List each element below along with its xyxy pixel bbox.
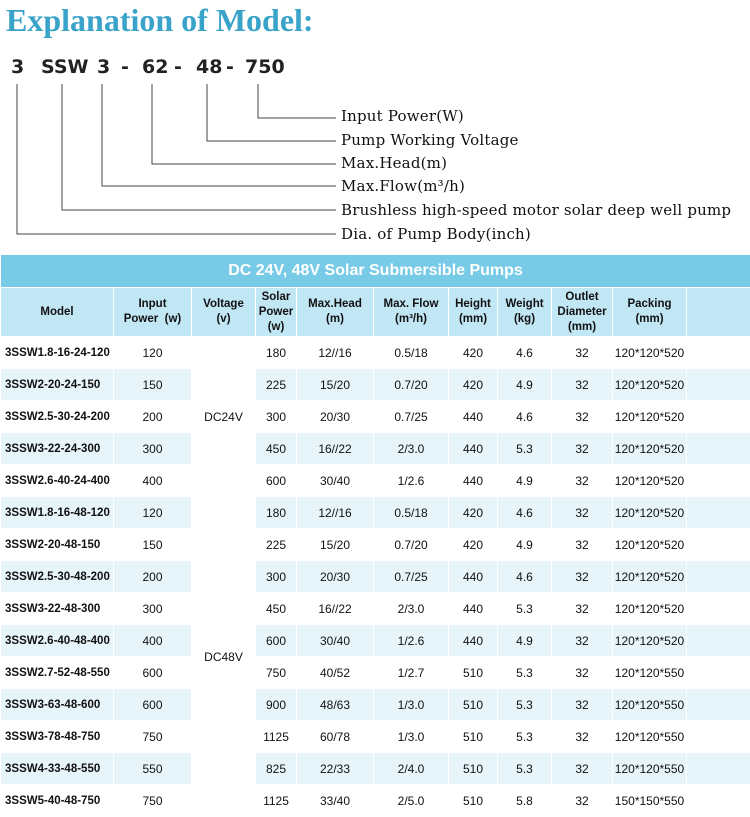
- cell-input-power: 200: [114, 401, 192, 433]
- cell-model: 3SSW2.5-30-48-200: [1, 561, 114, 593]
- explanation-voltage: Pump Working Voltage: [341, 131, 519, 149]
- col-solar-power: Solar Power (w): [256, 288, 297, 337]
- table-row: [1, 657, 750, 689]
- cell-spacer: [687, 625, 750, 657]
- cell-max-head: 12//16: [297, 497, 374, 529]
- cell-outlet-diameter: 32: [552, 561, 613, 593]
- cell-max-head: 12//16: [297, 337, 374, 369]
- cell-spacer: [687, 433, 750, 465]
- cell-outlet-diameter: 32: [552, 337, 613, 369]
- cell-weight: 4.9: [498, 625, 552, 657]
- cell-input-power: 300: [114, 433, 192, 465]
- cell-packing: 120*120*520: [613, 337, 687, 369]
- cell-packing: 120*120*520: [613, 497, 687, 529]
- cell-solar-power: 180: [256, 497, 297, 529]
- table-row: [1, 369, 750, 401]
- table-row: [1, 785, 750, 817]
- cell-input-power: 600: [114, 689, 192, 721]
- cell-max-flow: 0.7/25: [374, 561, 449, 593]
- cell-max-head: 15/20: [297, 369, 374, 401]
- cell-height: 420: [449, 529, 498, 561]
- cell-max-flow: 0.5/18: [374, 497, 449, 529]
- cell-solar-power: 225: [256, 529, 297, 561]
- cell-outlet-diameter: 32: [552, 529, 613, 561]
- cell-spacer: [687, 689, 750, 721]
- code-dash: -: [121, 56, 129, 78]
- table-row: [1, 529, 750, 561]
- cell-packing: 150*150*550: [613, 785, 687, 817]
- connector-head: [152, 84, 336, 164]
- cell-voltage-group: DC24V: [192, 337, 256, 497]
- cell-solar-power: 600: [256, 625, 297, 657]
- cell-spacer: [687, 369, 750, 401]
- cell-spacer: [687, 721, 750, 753]
- cell-max-flow: 1/2.6: [374, 625, 449, 657]
- cell-packing: 120*120*520: [613, 561, 687, 593]
- cell-weight: 5.3: [498, 433, 552, 465]
- table-row: [1, 337, 750, 369]
- cell-solar-power: 825: [256, 753, 297, 785]
- explanation-max-head: Max.Head(m): [341, 154, 448, 172]
- table-row: [1, 593, 750, 625]
- cell-weight: 4.9: [498, 529, 552, 561]
- cell-model: 3SSW3-22-48-300: [1, 593, 114, 625]
- cell-outlet-diameter: 32: [552, 433, 613, 465]
- cell-max-head: 30/40: [297, 625, 374, 657]
- cell-model: 3SSW1.8-16-48-120: [1, 497, 114, 529]
- connector-flow: [102, 84, 336, 186]
- cell-packing: 120*120*520: [613, 433, 687, 465]
- cell-max-flow: 1/3.0: [374, 721, 449, 753]
- cell-height: 440: [449, 433, 498, 465]
- cell-solar-power: 750: [256, 657, 297, 689]
- cell-packing: 120*120*520: [613, 593, 687, 625]
- cell-model: 3SSW2.5-30-24-200: [1, 401, 114, 433]
- cell-model: 3SSW2.6-40-48-400: [1, 625, 114, 657]
- cell-model: 3SSW3-22-24-300: [1, 433, 114, 465]
- code-flow: 3: [97, 56, 111, 78]
- connector-power: [258, 84, 336, 118]
- cell-max-flow: 0.5/18: [374, 337, 449, 369]
- cell-max-flow: 2/3.0: [374, 593, 449, 625]
- cell-max-head: 40/52: [297, 657, 374, 689]
- cell-spacer: [687, 497, 750, 529]
- cell-height: 440: [449, 593, 498, 625]
- cell-height: 440: [449, 625, 498, 657]
- cell-input-power: 150: [114, 369, 192, 401]
- code-dia: 3: [11, 56, 25, 78]
- cell-max-head: 60/78: [297, 721, 374, 753]
- cell-outlet-diameter: 32: [552, 465, 613, 497]
- table-row: [1, 561, 750, 593]
- cell-model: 3SSW2.6-40-24-400: [1, 465, 114, 497]
- cell-spacer: [687, 753, 750, 785]
- cell-input-power: 300: [114, 593, 192, 625]
- cell-max-flow: 2/5.0: [374, 785, 449, 817]
- pump-spec-table: [0, 254, 750, 817]
- cell-spacer: [687, 401, 750, 433]
- code-dash: -: [174, 56, 182, 78]
- cell-solar-power: 180: [256, 337, 297, 369]
- cell-height: 420: [449, 369, 498, 401]
- cell-max-head: 20/30: [297, 561, 374, 593]
- table-row: [1, 465, 750, 497]
- cell-height: 510: [449, 785, 498, 817]
- table-row: [1, 625, 750, 657]
- cell-outlet-diameter: 32: [552, 401, 613, 433]
- cell-packing: 120*120*520: [613, 625, 687, 657]
- col-packing: Packing (mm): [613, 288, 687, 337]
- table-header-row: [1, 288, 750, 337]
- cell-model: 3SSW2.7-52-48-550: [1, 657, 114, 689]
- cell-height: 440: [449, 561, 498, 593]
- cell-solar-power: 300: [256, 561, 297, 593]
- cell-max-head: 30/40: [297, 465, 374, 497]
- code-voltage: 48: [196, 56, 223, 78]
- table-caption: DC 24V, 48V Solar Submersible Pumps: [1, 255, 750, 288]
- cell-height: 510: [449, 753, 498, 785]
- cell-model: 3SSW4-33-48-550: [1, 753, 114, 785]
- cell-height: 420: [449, 497, 498, 529]
- cell-spacer: [687, 337, 750, 369]
- cell-outlet-diameter: 32: [552, 689, 613, 721]
- cell-packing: 120*120*520: [613, 465, 687, 497]
- cell-weight: 4.6: [498, 337, 552, 369]
- cell-max-flow: 1/3.0: [374, 689, 449, 721]
- cell-max-flow: 0.7/25: [374, 401, 449, 433]
- code-head: 62: [142, 56, 169, 78]
- table-row: [1, 721, 750, 753]
- cell-solar-power: 225: [256, 369, 297, 401]
- explanation-motor-type: Brushless high-speed motor solar deep well pump: [341, 201, 732, 219]
- cell-max-head: 20/30: [297, 401, 374, 433]
- cell-solar-power: 1125: [256, 721, 297, 753]
- cell-weight: 5.3: [498, 721, 552, 753]
- table-row: [1, 433, 750, 465]
- cell-solar-power: 600: [256, 465, 297, 497]
- col-height: Height (mm): [449, 288, 498, 337]
- cell-input-power: 120: [114, 337, 192, 369]
- table-row: [1, 401, 750, 433]
- code-dash: -: [226, 56, 234, 78]
- cell-weight: 4.6: [498, 497, 552, 529]
- cell-height: 440: [449, 401, 498, 433]
- col-model: Model: [1, 288, 114, 337]
- explanation-input-power: Input Power(W): [341, 107, 464, 125]
- cell-outlet-diameter: 32: [552, 593, 613, 625]
- cell-model: 3SSW1.8-16-24-120: [1, 337, 114, 369]
- cell-height: 510: [449, 657, 498, 689]
- cell-height: 420: [449, 337, 498, 369]
- cell-model: 3SSW3-63-48-600: [1, 689, 114, 721]
- col-max-head: Max.Head (m): [297, 288, 374, 337]
- cell-weight: 5.3: [498, 593, 552, 625]
- cell-max-head: 16//22: [297, 433, 374, 465]
- cell-packing: 120*120*550: [613, 753, 687, 785]
- cell-solar-power: 450: [256, 593, 297, 625]
- connector-dia: [17, 84, 336, 234]
- cell-packing: 120*120*550: [613, 689, 687, 721]
- cell-max-flow: 1/2.7: [374, 657, 449, 689]
- cell-packing: 120*120*520: [613, 401, 687, 433]
- cell-model: 3SSW2-20-48-150: [1, 529, 114, 561]
- cell-outlet-diameter: 32: [552, 369, 613, 401]
- cell-weight: 4.9: [498, 465, 552, 497]
- cell-height: 510: [449, 689, 498, 721]
- cell-outlet-diameter: 32: [552, 497, 613, 529]
- explanation-max-flow: Max.Flow(m³/h): [341, 177, 466, 195]
- cell-weight: 5.3: [498, 657, 552, 689]
- cell-height: 440: [449, 465, 498, 497]
- cell-weight: 5.3: [498, 753, 552, 785]
- cell-height: 510: [449, 721, 498, 753]
- cell-packing: 120*120*550: [613, 657, 687, 689]
- cell-spacer: [687, 593, 750, 625]
- explanation-diameter: Dia. of Pump Body(inch): [341, 225, 531, 243]
- cell-max-head: 22/33: [297, 753, 374, 785]
- cell-voltage-group: DC48V: [192, 497, 256, 817]
- table-body: [1, 337, 750, 817]
- cell-outlet-diameter: 32: [552, 753, 613, 785]
- cell-input-power: 550: [114, 753, 192, 785]
- table-row: [1, 689, 750, 721]
- cell-outlet-diameter: 32: [552, 625, 613, 657]
- cell-outlet-diameter: 32: [552, 721, 613, 753]
- cell-solar-power: 900: [256, 689, 297, 721]
- col-weight: Weight (kg): [498, 288, 552, 337]
- connector-voltage: [207, 84, 336, 141]
- col-spacer: [687, 288, 750, 337]
- connector-series: [62, 84, 336, 210]
- cell-input-power: 400: [114, 465, 192, 497]
- code-series: SSW: [41, 56, 89, 78]
- cell-input-power: 600: [114, 657, 192, 689]
- cell-max-flow: 0.7/20: [374, 369, 449, 401]
- table-row: [1, 497, 750, 529]
- cell-max-flow: 2/4.0: [374, 753, 449, 785]
- col-max-flow: Max. Flow (m³/h): [374, 288, 449, 337]
- cell-spacer: [687, 561, 750, 593]
- code-power: 750: [245, 56, 285, 78]
- cell-max-flow: 0.7/20: [374, 529, 449, 561]
- cell-model: 3SSW3-78-48-750: [1, 721, 114, 753]
- col-voltage: Voltage (v): [192, 288, 256, 337]
- cell-max-head: 33/40: [297, 785, 374, 817]
- cell-model: 3SSW2-20-24-150: [1, 369, 114, 401]
- col-outlet-diameter: Outlet Diameter (mm): [552, 288, 613, 337]
- cell-max-flow: 2/3.0: [374, 433, 449, 465]
- cell-input-power: 400: [114, 625, 192, 657]
- cell-input-power: 750: [114, 721, 192, 753]
- cell-weight: 4.6: [498, 401, 552, 433]
- cell-spacer: [687, 657, 750, 689]
- cell-spacer: [687, 785, 750, 817]
- cell-spacer: [687, 465, 750, 497]
- cell-solar-power: 450: [256, 433, 297, 465]
- cell-solar-power: 300: [256, 401, 297, 433]
- cell-max-flow: 1/2.6: [374, 465, 449, 497]
- cell-solar-power: 1125: [256, 785, 297, 817]
- cell-max-head: 16//22: [297, 593, 374, 625]
- cell-weight: 4.6: [498, 561, 552, 593]
- cell-outlet-diameter: 32: [552, 785, 613, 817]
- cell-input-power: 120: [114, 497, 192, 529]
- cell-spacer: [687, 529, 750, 561]
- cell-input-power: 750: [114, 785, 192, 817]
- cell-packing: 120*120*520: [613, 529, 687, 561]
- cell-outlet-diameter: 32: [552, 657, 613, 689]
- page-title: Explanation of Model:: [6, 2, 314, 38]
- cell-packing: 120*120*550: [613, 721, 687, 753]
- cell-model: 3SSW5-40-48-750: [1, 785, 114, 817]
- cell-max-head: 15/20: [297, 529, 374, 561]
- cell-packing: 120*120*520: [613, 369, 687, 401]
- cell-weight: 5.3: [498, 689, 552, 721]
- cell-input-power: 150: [114, 529, 192, 561]
- cell-weight: 4.9: [498, 369, 552, 401]
- table-row: [1, 753, 750, 785]
- cell-max-head: 48/63: [297, 689, 374, 721]
- col-input-power: Input Power (w): [114, 288, 192, 337]
- cell-weight: 5.8: [498, 785, 552, 817]
- cell-input-power: 200: [114, 561, 192, 593]
